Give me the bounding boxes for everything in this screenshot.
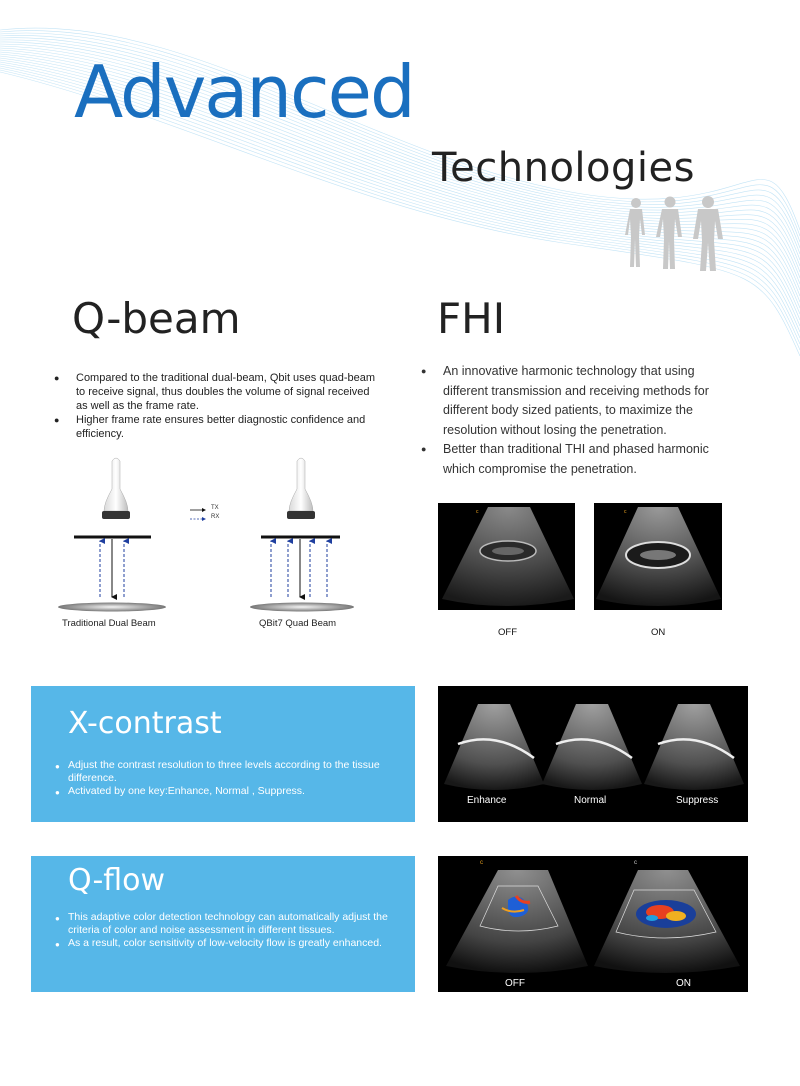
- people-silhouettes-icon: [622, 196, 728, 288]
- xcontrast-bullet: ● Activated by one key:Enhance, Normal , Suppress.: [55, 785, 405, 798]
- qbeam-bullet: ● Higher frame rate ensures better diagnostic confidence and efficiency.: [54, 413, 384, 441]
- quad-beam-probe-icon: [287, 458, 315, 519]
- dual-beam-caption: Traditional Dual Beam: [62, 618, 156, 629]
- corner-mark: c: [624, 509, 627, 515]
- legend-rx: RX: [211, 514, 220, 520]
- qflow-on-label: ON: [676, 978, 691, 989]
- page-title: Advanced: [74, 50, 414, 134]
- qflow-off-label: OFF: [505, 978, 525, 989]
- qflow-panel: [31, 856, 415, 992]
- qflow-image: [438, 856, 748, 992]
- fhi-bullet: ● Better than traditional THI and phased harmonic which compromise the penetration.: [421, 440, 741, 479]
- qbeam-bullet: ● Compared to the traditional dual-beam, Qbit uses quad-beam to receive signal, thus doubles the volume of signal received as well as the frame rate.: [54, 371, 384, 413]
- fhi-bullet-list: [421, 362, 741, 479]
- fhi-bullet: ● An innovative harmonic technology that using different transmission and receiving methods for different body sized patients, to maximize the resolution without losing the penetration.: [421, 362, 741, 440]
- beam-diagram: [50, 455, 370, 635]
- qbeam-bullet-list: [54, 371, 384, 441]
- xcontrast-bullet-list: [55, 759, 405, 798]
- xcontrast-bullet: ● Adjust the contrast resolution to three levels according to the tissue difference.: [55, 759, 405, 785]
- xcontrast-suppress-label: Suppress: [676, 795, 719, 806]
- qflow-heading: Q-flow: [68, 863, 166, 898]
- fhi-off-image: [438, 503, 575, 610]
- xcontrast-panel: [31, 686, 415, 822]
- xcontrast-normal-label: Normal: [574, 795, 607, 806]
- page-subtitle: Technologies: [432, 145, 695, 191]
- fhi-off-label: OFF: [498, 627, 517, 638]
- qflow-bullet: ● This adaptive color detection technology can automatically adjust the criteria of color and noise assessment in different tissues.: [55, 911, 405, 937]
- fhi-on-image: [594, 503, 722, 610]
- corner-mark: c: [480, 860, 483, 866]
- fhi-on-label: ON: [651, 627, 666, 638]
- corner-mark: c: [634, 860, 637, 866]
- qflow-bullet: ● As a result, color sensitivity of low-velocity flow is greatly enhanced.: [55, 937, 405, 950]
- fhi-heading: FHI: [437, 294, 506, 343]
- legend-tx: TX: [211, 505, 219, 511]
- qbeam-heading: Q-beam: [72, 294, 241, 343]
- dual-beam-probe-icon: [102, 458, 130, 519]
- xcontrast-enhance-label: Enhance: [467, 795, 507, 806]
- xcontrast-heading: X-contrast: [68, 706, 222, 741]
- corner-mark: c: [476, 509, 479, 515]
- quad-beam-caption: QBit7 Quad Beam: [259, 618, 337, 629]
- qflow-bullet-list: [55, 911, 405, 950]
